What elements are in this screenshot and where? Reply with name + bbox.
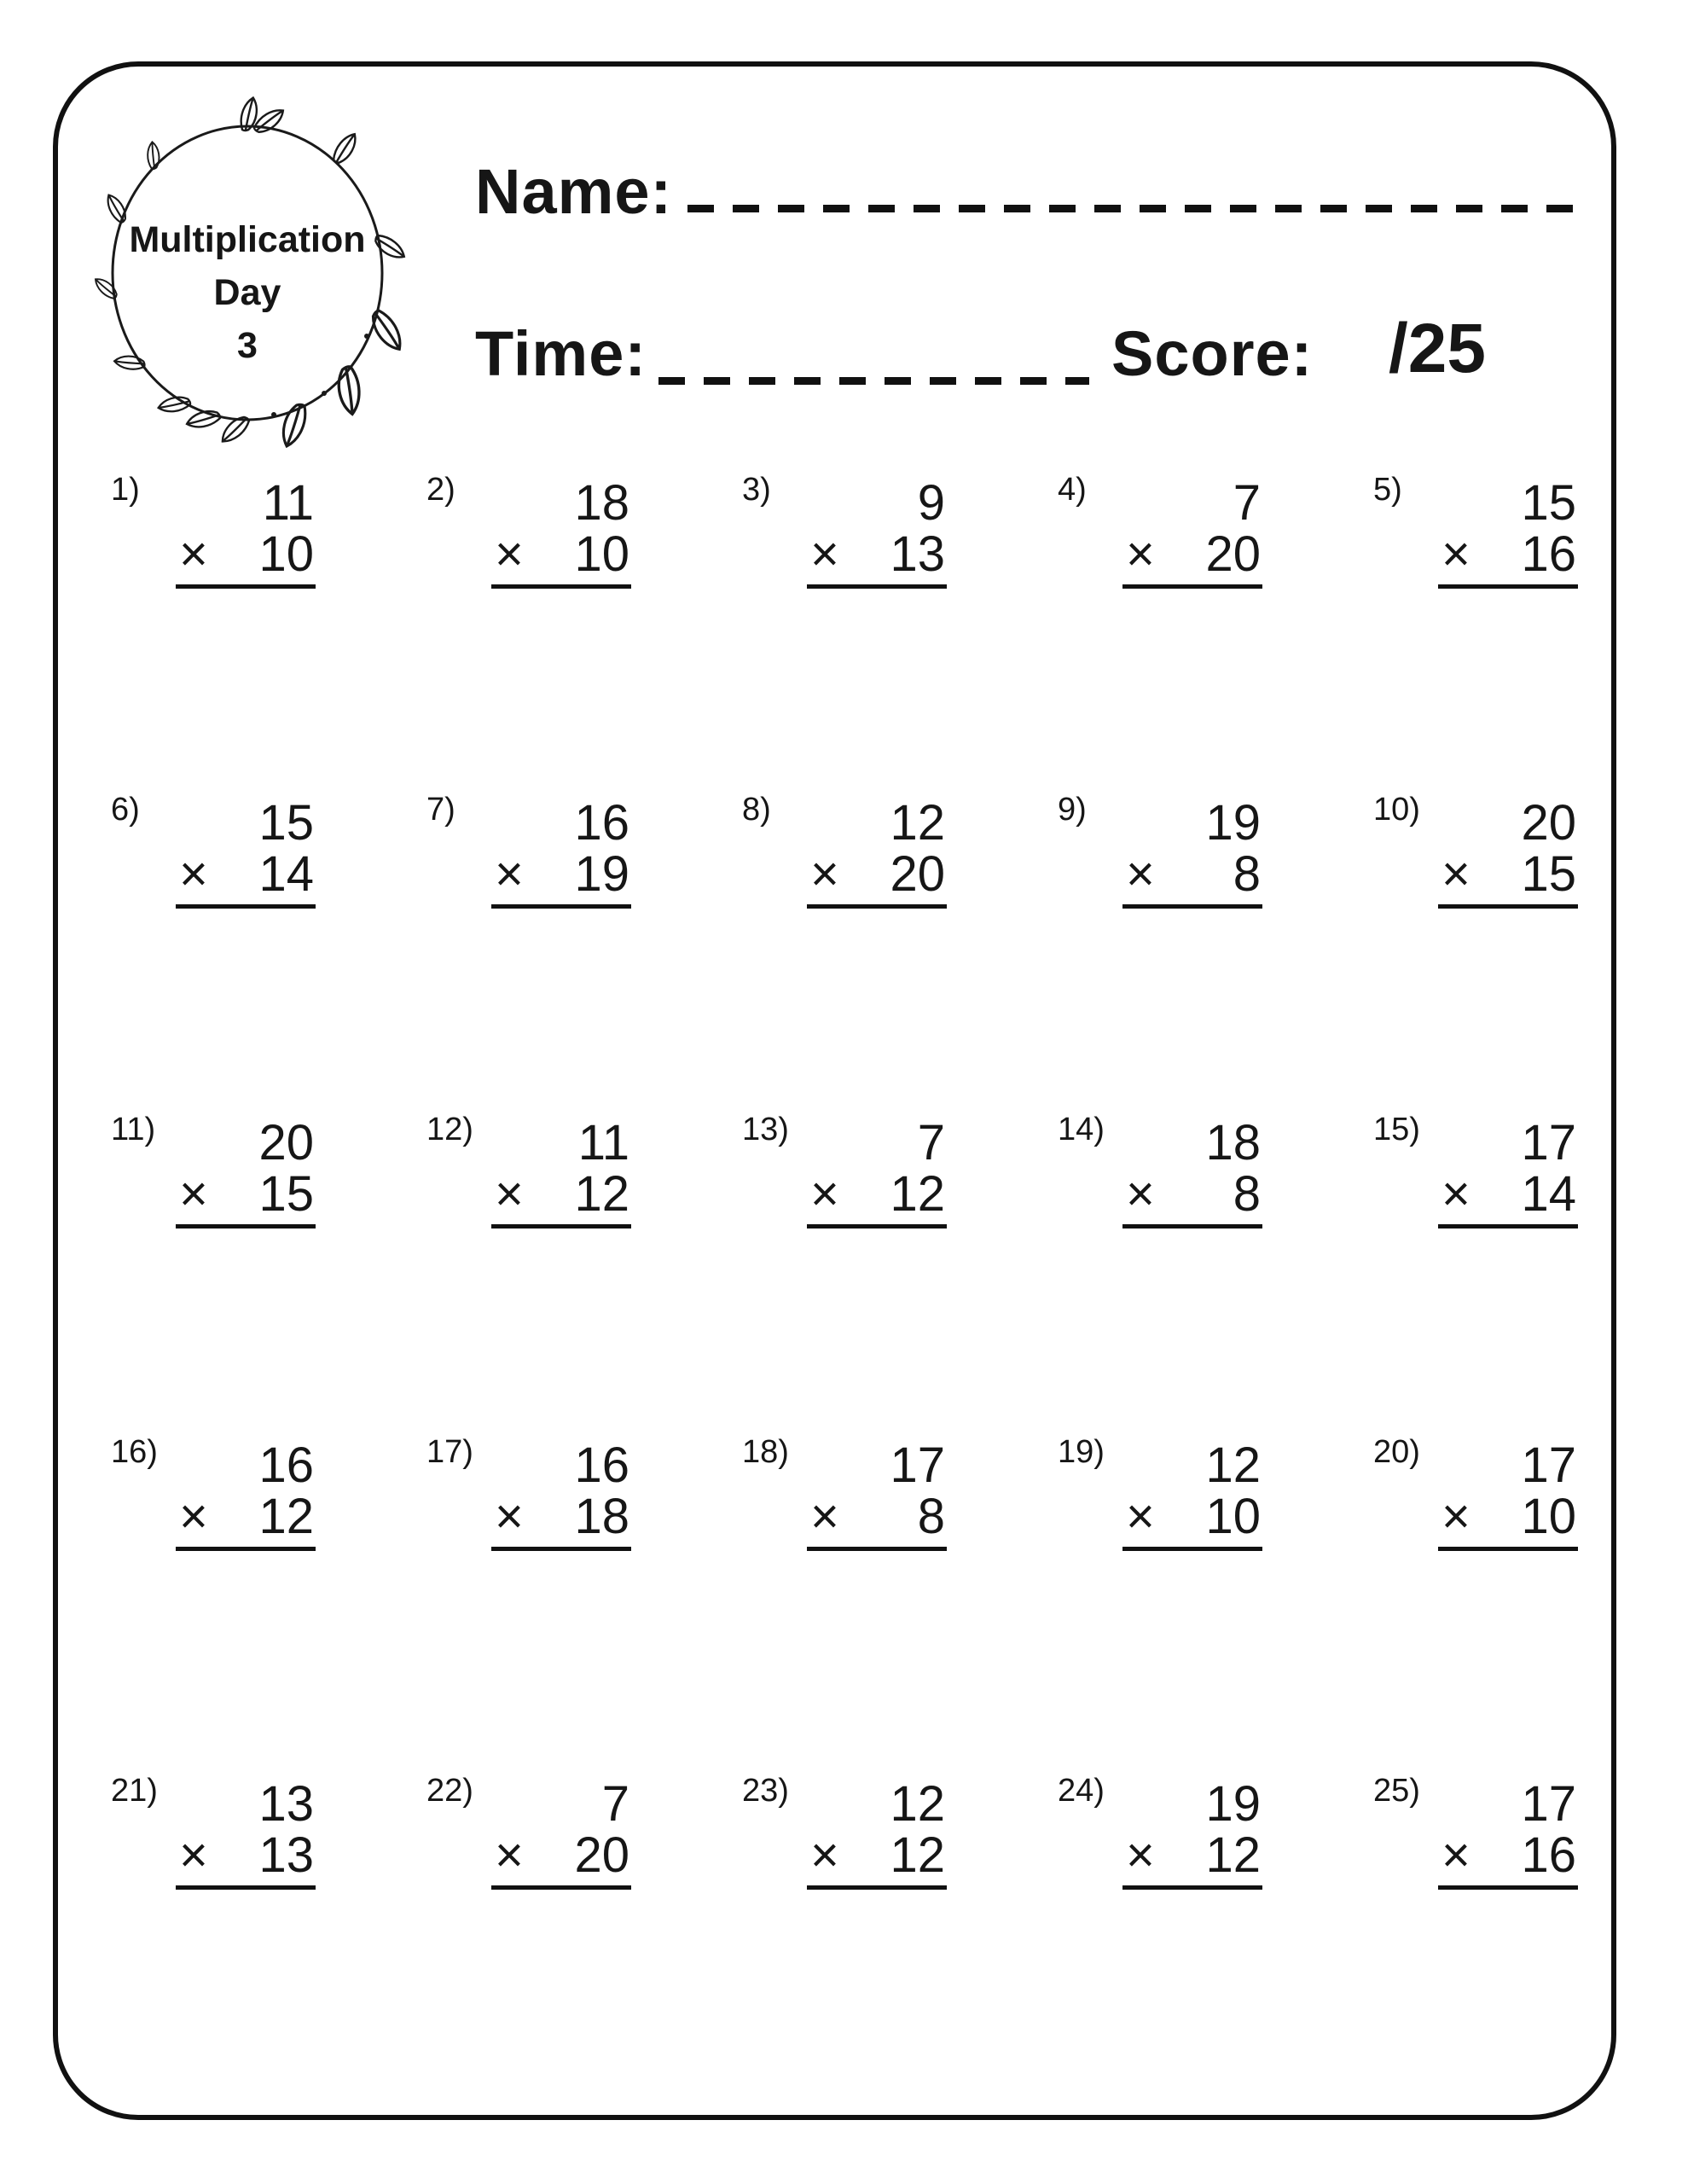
- multiplier-row: [176, 1827, 316, 1890]
- problem-16: [111, 1423, 426, 1762]
- problem-1: [111, 461, 426, 781]
- problem-index: 4): [1058, 472, 1087, 508]
- name-label: Name:: [475, 156, 673, 227]
- problem-index: 5): [1373, 472, 1402, 508]
- multiplier-row: [1438, 846, 1578, 909]
- problem-body: [807, 1115, 947, 1331]
- multiplier: 8: [1233, 1166, 1261, 1222]
- multiply-sign: ×: [1126, 1827, 1155, 1883]
- multiplier-row: [176, 526, 316, 589]
- problem-body: [1438, 795, 1578, 1011]
- problem-index: 12): [426, 1112, 473, 1147]
- multiply-sign: ×: [179, 846, 208, 902]
- multiply-sign: ×: [1441, 526, 1470, 582]
- problem-index: 13): [742, 1112, 789, 1147]
- answer-space[interactable]: [491, 1890, 631, 1992]
- multiplier: 15: [1521, 846, 1576, 902]
- problem-24: [1058, 1762, 1373, 2043]
- answer-space[interactable]: [1122, 1551, 1262, 1653]
- problem-index: 16): [111, 1434, 158, 1470]
- problem-body: [1122, 795, 1262, 1011]
- multiply-sign: ×: [179, 1166, 208, 1222]
- problem-body: [807, 475, 947, 691]
- multiplicand: 18: [1205, 1115, 1261, 1170]
- problem-5: [1373, 461, 1688, 781]
- multiply-sign: ×: [810, 1489, 839, 1544]
- multiplier-row: [1438, 1827, 1578, 1890]
- problem-22: [426, 1762, 742, 2043]
- multiplier-row: [1122, 1166, 1262, 1228]
- multiplier-row: [176, 846, 316, 909]
- answer-space[interactable]: [491, 589, 631, 691]
- multiply-sign: ×: [495, 1166, 524, 1222]
- name-fill-line[interactable]: [687, 205, 1583, 212]
- problem-index: 22): [426, 1773, 473, 1809]
- problem-index: 11): [111, 1112, 156, 1147]
- answer-space[interactable]: [1438, 1228, 1578, 1331]
- problem-20: [1373, 1423, 1688, 1762]
- multiplicand: 17: [1521, 1776, 1576, 1832]
- problem-body: [1438, 1115, 1578, 1331]
- multiplier: 20: [890, 846, 945, 902]
- multiplier-row: [1122, 1827, 1262, 1890]
- answer-space[interactable]: [1122, 1890, 1262, 1992]
- problem-18: [742, 1423, 1058, 1762]
- problem-4: [1058, 461, 1373, 781]
- multiplier-row: [176, 1491, 316, 1551]
- problem-index: 10): [1373, 792, 1420, 828]
- problem-index: 23): [742, 1773, 789, 1809]
- multiplier-row: [807, 1827, 947, 1890]
- badge-line2: Day: [213, 272, 281, 313]
- multiplier-row: [807, 526, 947, 589]
- answer-space[interactable]: [1122, 589, 1262, 691]
- multiplier-row: [491, 1166, 631, 1228]
- multiplicand: 16: [574, 1438, 629, 1493]
- multiplicand: 15: [258, 795, 314, 851]
- multiply-sign: ×: [1126, 1166, 1155, 1222]
- problem-index: 6): [111, 792, 140, 828]
- answer-space[interactable]: [807, 1228, 947, 1331]
- problem-index: 24): [1058, 1773, 1105, 1809]
- multiplier-row: [491, 1491, 631, 1551]
- answer-space[interactable]: [176, 589, 316, 691]
- multiplier: 12: [890, 1166, 945, 1222]
- multiplier: 13: [890, 526, 945, 582]
- badge-line1: Multiplication: [129, 219, 366, 260]
- multiplicand: 18: [574, 475, 629, 531]
- problem-body: [807, 795, 947, 1011]
- problem-10: [1373, 781, 1688, 1101]
- problem-body: [1122, 475, 1262, 691]
- multiplier: 13: [258, 1827, 314, 1883]
- answer-space[interactable]: [176, 1551, 316, 1653]
- problems-grid: [111, 461, 1688, 2043]
- score-label: Score:: [1111, 318, 1314, 389]
- problem-index: 7): [426, 792, 455, 828]
- multiplier: 19: [574, 846, 629, 902]
- problem-index: 14): [1058, 1112, 1105, 1147]
- multiplicand: 7: [1233, 475, 1261, 531]
- problem-index: 15): [1373, 1112, 1420, 1147]
- problem-23: [742, 1762, 1058, 2043]
- multiplier-row: [1438, 1166, 1578, 1228]
- problem-body: [491, 475, 631, 691]
- multiplier: 16: [1521, 526, 1576, 582]
- answer-space[interactable]: [491, 1228, 631, 1331]
- multiplier-row: [1438, 1491, 1578, 1551]
- multiply-sign: ×: [810, 526, 839, 582]
- multiply-sign: ×: [1441, 1166, 1470, 1222]
- multiplicand: 16: [574, 795, 629, 851]
- wreath-badge: [67, 96, 433, 462]
- problem-body: [807, 1440, 947, 1653]
- time-label: Time:: [475, 318, 647, 389]
- multiplicand: 7: [601, 1776, 629, 1832]
- problem-body: [1438, 475, 1578, 691]
- problem-index: 21): [111, 1773, 158, 1809]
- multiplier-row: [807, 846, 947, 909]
- problem-3: [742, 461, 1058, 781]
- multiplier: 20: [1205, 526, 1261, 582]
- multiplier-row: [807, 1491, 947, 1551]
- problem-11: [111, 1101, 426, 1423]
- multiply-sign: ×: [1441, 1489, 1470, 1544]
- answer-space[interactable]: [1438, 1890, 1578, 1992]
- problem-body: [491, 1115, 631, 1331]
- answer-space[interactable]: [491, 909, 631, 1011]
- problem-index: 25): [1373, 1773, 1420, 1809]
- problem-15: [1373, 1101, 1688, 1423]
- problem-17: [426, 1423, 742, 1762]
- multiplier-row: [807, 1166, 947, 1228]
- answer-space[interactable]: [1438, 589, 1578, 691]
- problem-6: [111, 781, 426, 1101]
- multiplier: 8: [917, 1489, 945, 1544]
- answer-space[interactable]: [176, 1228, 316, 1331]
- problem-body: [1122, 1440, 1262, 1653]
- time-fill-line[interactable]: [658, 377, 1089, 385]
- problem-body: [1438, 1440, 1578, 1653]
- problem-body: [1122, 1776, 1262, 1992]
- multiplier: 12: [258, 1489, 314, 1544]
- multiplier-row: [491, 1827, 631, 1890]
- multiply-sign: ×: [1441, 846, 1470, 902]
- problem-2: [426, 461, 742, 781]
- answer-space[interactable]: [1438, 909, 1578, 1011]
- multiply-sign: ×: [179, 1489, 208, 1544]
- multiplier: 15: [258, 1166, 314, 1222]
- multiply-sign: ×: [1126, 1489, 1155, 1544]
- answer-space[interactable]: [1122, 1228, 1262, 1331]
- multiplicand: 13: [258, 1776, 314, 1832]
- multiplicand: 15: [1521, 475, 1576, 531]
- multiplier: 14: [258, 846, 314, 902]
- multiplier: 12: [890, 1827, 945, 1883]
- answer-space[interactable]: [807, 909, 947, 1011]
- answer-space[interactable]: [1438, 1551, 1578, 1653]
- multiply-sign: ×: [1126, 526, 1155, 582]
- multiplier: 10: [574, 526, 629, 582]
- multiply-sign: ×: [810, 1166, 839, 1222]
- answer-space[interactable]: [176, 1890, 316, 1992]
- problem-12: [426, 1101, 742, 1423]
- problem-index: 9): [1058, 792, 1087, 828]
- problem-index: 2): [426, 472, 455, 508]
- multiply-sign: ×: [810, 846, 839, 902]
- multiplier-row: [1122, 526, 1262, 589]
- multiplicand: 20: [1521, 795, 1576, 851]
- multiplicand: 11: [262, 475, 314, 531]
- multiplier: 8: [1233, 846, 1261, 902]
- answer-space[interactable]: [807, 589, 947, 691]
- problem-body: [491, 1776, 631, 1992]
- multiplicand: 12: [890, 795, 945, 851]
- multiply-sign: ×: [495, 846, 524, 902]
- multiplicand: 20: [258, 1115, 314, 1170]
- problem-index: 1): [111, 472, 140, 508]
- answer-space[interactable]: [807, 1551, 947, 1653]
- multiply-sign: ×: [1441, 1827, 1470, 1883]
- problem-index: 19): [1058, 1434, 1105, 1470]
- answer-space[interactable]: [1122, 909, 1262, 1011]
- multiply-sign: ×: [810, 1827, 839, 1883]
- multiplier-row: [176, 1166, 316, 1228]
- problem-index: 20): [1373, 1434, 1420, 1470]
- multiplier-row: [1122, 1491, 1262, 1551]
- multiplier: 10: [258, 526, 314, 582]
- multiplier: 12: [574, 1166, 629, 1222]
- problem-index: 3): [742, 472, 771, 508]
- problem-13: [742, 1101, 1058, 1423]
- multiplicand: 12: [890, 1776, 945, 1832]
- problem-body: [176, 1440, 316, 1653]
- problem-body: [176, 1115, 316, 1331]
- problem-9: [1058, 781, 1373, 1101]
- multiplier: 12: [1205, 1827, 1261, 1883]
- multiplier: 10: [1205, 1489, 1261, 1544]
- multiplicand: 17: [1521, 1438, 1576, 1493]
- badge-line3: 3: [237, 325, 258, 366]
- answer-space[interactable]: [807, 1890, 947, 1992]
- multiplier: 16: [1521, 1827, 1576, 1883]
- multiplier: 14: [1521, 1166, 1576, 1222]
- problem-body: [807, 1776, 947, 1992]
- multiplicand: 16: [258, 1438, 314, 1493]
- multiply-sign: ×: [179, 526, 208, 582]
- problem-body: [176, 475, 316, 691]
- multiplier: 20: [574, 1827, 629, 1883]
- problem-body: [176, 795, 316, 1011]
- problem-index: 18): [742, 1434, 789, 1470]
- multiplicand: 7: [917, 1115, 945, 1170]
- multiplier-row: [491, 846, 631, 909]
- problem-body: [491, 1440, 631, 1653]
- multiply-sign: ×: [495, 526, 524, 582]
- problem-21: [111, 1762, 426, 2043]
- problem-body: [1438, 1776, 1578, 1992]
- multiplicand: 17: [1521, 1115, 1576, 1170]
- multiplier-row: [491, 526, 631, 589]
- multiplier-row: [1438, 526, 1578, 589]
- multiplicand: 9: [917, 475, 945, 531]
- multiply-sign: ×: [495, 1827, 524, 1883]
- multiply-sign: ×: [495, 1489, 524, 1544]
- multiplicand: 17: [890, 1438, 945, 1493]
- problem-body: [491, 795, 631, 1011]
- problem-19: [1058, 1423, 1373, 1762]
- score-value: /25: [1389, 310, 1486, 387]
- problem-7: [426, 781, 742, 1101]
- multiplicand: 11: [577, 1115, 629, 1170]
- multiply-sign: ×: [179, 1827, 208, 1883]
- multiplicand: 19: [1205, 1776, 1261, 1832]
- multiplier-row: [1122, 846, 1262, 909]
- problem-body: [176, 1776, 316, 1992]
- badge-title: [67, 213, 428, 372]
- multiplier: 18: [574, 1489, 629, 1544]
- multiplicand: 12: [1205, 1438, 1261, 1493]
- multiply-sign: ×: [1126, 846, 1155, 902]
- answer-space[interactable]: [491, 1551, 631, 1653]
- problem-25: [1373, 1762, 1688, 2043]
- problem-14: [1058, 1101, 1373, 1423]
- answer-space[interactable]: [176, 909, 316, 1011]
- problem-8: [742, 781, 1058, 1101]
- problem-index: 17): [426, 1434, 473, 1470]
- multiplier: 10: [1521, 1489, 1576, 1544]
- multiplicand: 19: [1205, 795, 1261, 851]
- problem-body: [1122, 1115, 1262, 1331]
- problem-index: 8): [742, 792, 771, 828]
